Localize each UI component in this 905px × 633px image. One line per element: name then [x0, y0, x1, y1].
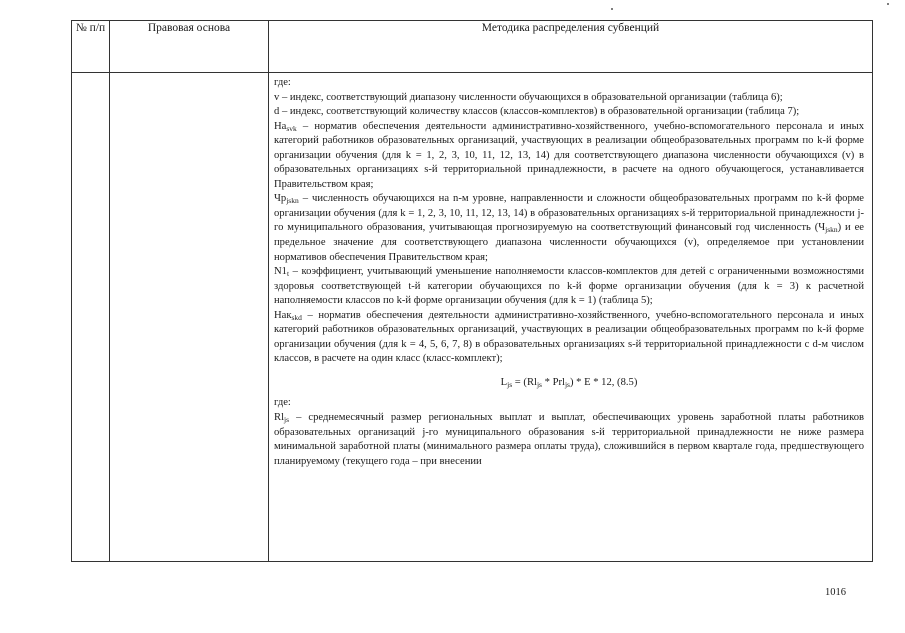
header-methodology: Методика распределения субвенций — [269, 21, 873, 73]
formula-part: * Prl — [541, 376, 565, 388]
symbol-subscript: t — [286, 269, 290, 279]
formula-part: = (Rl — [512, 376, 537, 388]
definition-v: v – индекс, соответствующий диапазону численности обучающихся в образовательной организации (таблица 6); — [274, 91, 783, 103]
header-number: № п/п — [72, 21, 110, 73]
symbol-subscript: js — [284, 415, 290, 425]
definition-rl — [274, 411, 864, 469]
symbol-subscript: svk — [286, 123, 297, 133]
symbol: Чр — [274, 193, 287, 205]
symbol-subscript: js — [536, 379, 542, 389]
symbol: Rl — [274, 412, 285, 424]
where-label: где: — [274, 77, 291, 88]
subsidy-table — [71, 20, 873, 562]
definition-d: d – индекс, соответствующий количеству классов (классов-комплектов) в образовательной организации (таблица 7); — [274, 106, 800, 118]
cell-methodology — [269, 73, 873, 562]
formula-part: L — [500, 376, 508, 388]
methodology-text — [269, 73, 872, 561]
scan-speck — [611, 8, 613, 10]
table-header-row — [72, 21, 873, 73]
formula-part: ) * E * 12, (8.5) — [569, 376, 638, 388]
scan-speck — [887, 3, 889, 5]
definition-ha — [274, 120, 864, 193]
definition-text: – коэффициент, учитывающий уменьшение наполняемости классов-комплектов для детей с ограниченными возможностями здоровья соответствующей t-й категории обучающихся по k-й форме организации обучения (для k = 3) к расчетной наполняемости классов по k-й форме организации обучения (для k = 1) (таблица 5); — [274, 266, 864, 307]
definition-hak — [274, 309, 864, 367]
symbol-subscript: js — [507, 379, 513, 389]
symbol: На — [274, 120, 287, 132]
definition-text: – численность обучающихся на n-м уровне, направленности и сложности общеобразовательных программ по k-й форме организации обучения (для k = 1, 2, 3, 10, 11, 12, 13, 14) в образовательных организациях s-й территориальной принадлежности j-го муниципального образования, учитывающая прогнозируемую на соответствующий финансовый год численность (Ч — [274, 193, 864, 234]
symbol-subscript: jskn — [286, 196, 299, 206]
definition-n1 — [274, 265, 864, 309]
symbol: N1 — [274, 266, 287, 278]
where-label: где: — [274, 397, 291, 409]
page-number: 1016 — [825, 587, 846, 598]
definition-text: – среднемесячный размер региональных выплат и выплат, обеспечивающих уровень заработной платы работников образовательных организаций j-го муниципального образования s-й территориальной принадлежности не ниже размера минимальной заработной платы (минимального размера оплаты труда), сложившийся в первом квартале года, предшествующего планируемому (текущего года – при внесении — [274, 412, 864, 467]
table-row — [72, 73, 873, 562]
definition-text: ) и ее предельное значение для соответствующего диапазона численности обучающихся (v), определяемое при установлении нормативов обеспечения Правительством края; — [274, 222, 864, 263]
cell-number — [72, 73, 110, 562]
symbol-subscript: jskn — [825, 225, 838, 235]
symbol-subscript: js — [564, 379, 570, 389]
definition-chp — [274, 192, 864, 265]
formula-8-5 — [274, 376, 864, 391]
symbol-subscript: skd — [291, 312, 302, 322]
definition-text: – норматив обеспечения деятельности административно-хозяйственного, учебно-вспомогательного персонала и иных категорий работников образовательных организаций, участвующих в реализации общеобразовательных программ по k-й форме организации обучения (для k = 4, 5, 6, 7, 8) в образовательных организациях s-й территориальной принадлежности с d-м числом классов, в расчете на один класс (класс-комплект); — [274, 309, 864, 365]
symbol: Нак — [274, 309, 292, 321]
definition-text: – норматив обеспечения деятельности административно-хозяйственного, учебно-вспомогательного персонала и иных категорий работников образовательных организаций, участвующих в реализации общеобразовательных программ по k-й форме организации обучения (для k = 1, 2, 3, 10, 11, 12, 13, 14) для соответствующего диапазона численности обучающихся (v) в образовательных организациях s-й территориальной принадлежности, в расчете на одного обучающегося, устанавливается Правительством края; — [274, 120, 864, 190]
header-legal-basis: Правовая основа — [110, 21, 269, 73]
cell-legal-basis — [110, 73, 269, 562]
